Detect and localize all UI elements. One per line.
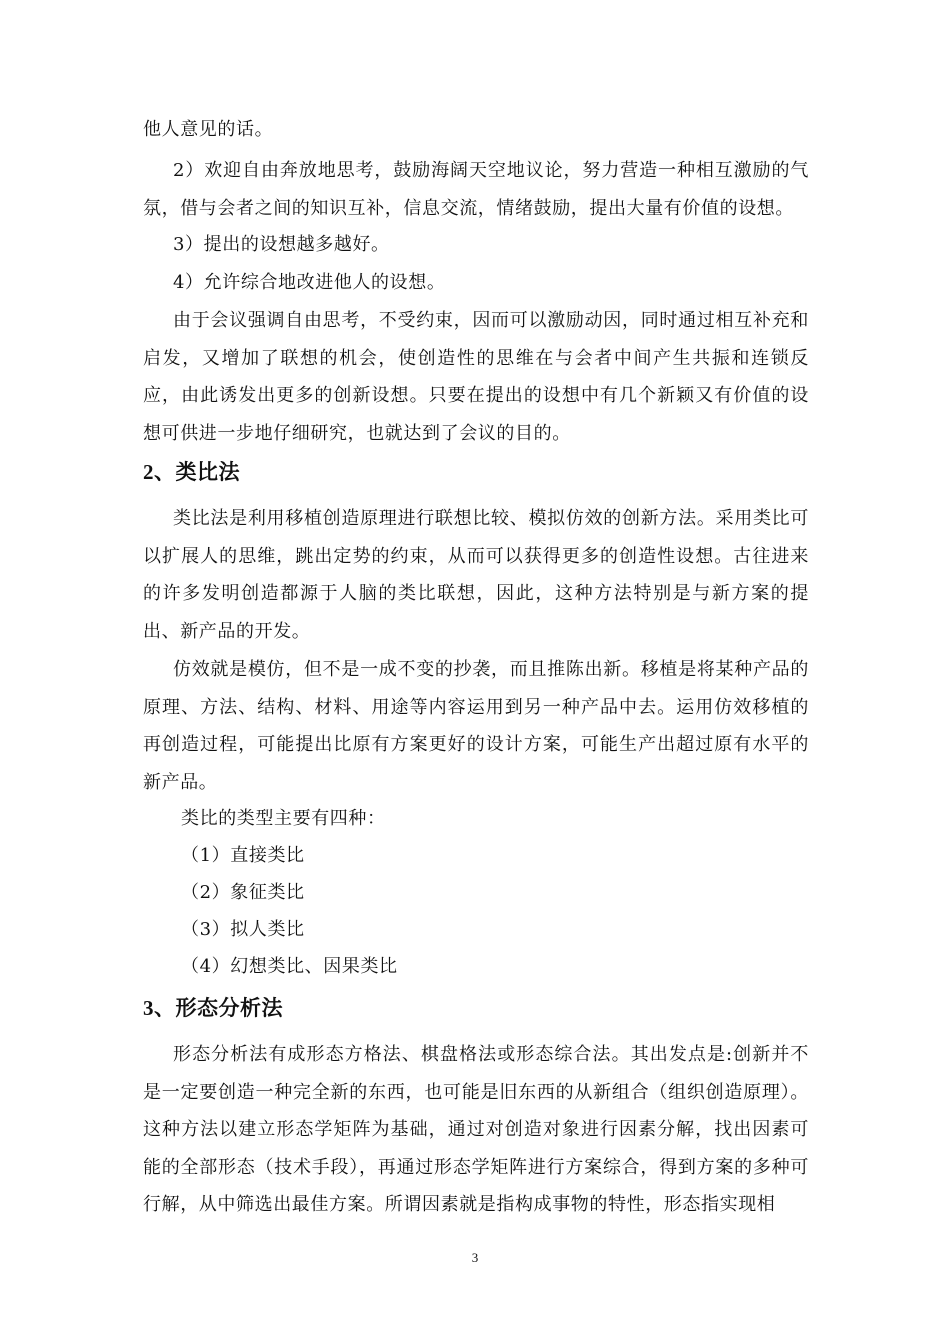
- rule-4-line: 4）允许综合地改进他人的设想。: [173, 272, 446, 293]
- morphology-paragraph: 形态分析法有成形态方格法、棋盘格法或形态综合法。其出发点是:创新并不是一定要创造一种完全新的东西，也可能是旧东西的从新组合（组织创造原理）。这种方法以建立形态学矩阵为基础，通过对创造对象进行因素分解，找出因素可能的全部形态（技术手段），再通过形态学矩阵进行方案综合，得到方案的多种可行解，从中筛选出最佳方案。所谓因素就是指构成事物的特性，形态指实现相: [143, 1044, 809, 1215]
- analogy-type-item: （4）幻想类比、因果类比: [181, 956, 398, 977]
- text-line: 他人意见的话。: [143, 119, 274, 140]
- section-2-number: 2: [143, 460, 154, 484]
- analogy-type-item: （2）象征类比: [181, 882, 305, 903]
- rule-3-line: 3）提出的设想越多越好。: [173, 234, 390, 255]
- section-2-title: 、类比法: [154, 459, 240, 484]
- section-3-heading: [143, 988, 283, 1028]
- rule-2-paragraph: 2）欢迎自由奔放地思考，鼓励海阔天空地议论，努力营造一种相互激励的气氛，借与会者之间的知识互补，信息交流，情绪鼓励，提出大量有价值的设想。: [143, 160, 809, 219]
- section-3-title: 、形态分析法: [154, 995, 283, 1020]
- page-number: 3: [471, 1250, 479, 1265]
- analogy-type-item: （3）拟人类比: [181, 919, 305, 940]
- analogy-paragraph-2: 仿效就是模仿，但不是一成不变的抄袭，而且推陈出新。移植是将某种产品的原理、方法、结构、材料、用途等内容运用到另一种产品中去。运用仿效移植的再创造过程，可能提出比原有方案更好的设计方案，可能生产出超过原有水平的新产品。: [143, 659, 809, 793]
- section-3-number: 3: [143, 996, 154, 1020]
- analogy-paragraph-1: 类比法是利用移植创造原理进行联想比较、模拟仿效的创新方法。采用类比可以扩展人的思维，跳出定势的约束，从而可以获得更多的创造性设想。古往进来的许多发明创造都源于人脑的类比联想，因此，这种方法特别是与新方案的提出、新产品的开发。: [143, 508, 809, 642]
- meeting-paragraph: 由于会议强调自由思考，不受约束，因而可以激励动因，同时通过相互补充和启发，又增加了联想的机会，使创造性的思维在与会者中间产生共振和连锁反应，由此诱发出更多的创新设想。只要在提出的设想中有几个新颖又有价值的设想可供进一步地仔细研究，也就达到了会议的目的。: [143, 310, 809, 444]
- analogy-types-intro: 类比的类型主要有四种：: [181, 808, 386, 829]
- analogy-type-item: （1）直接类比: [181, 845, 305, 866]
- section-2-heading: [143, 452, 240, 492]
